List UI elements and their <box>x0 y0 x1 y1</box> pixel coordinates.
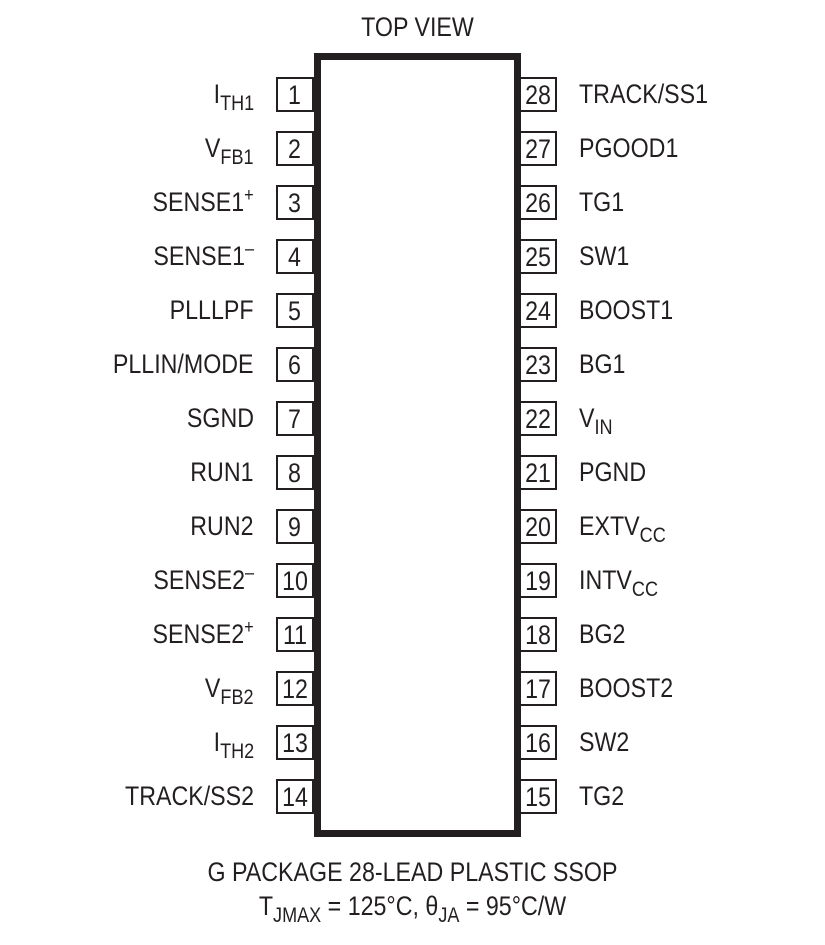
pin-number: 17 <box>525 674 551 704</box>
pin-number-box <box>276 77 314 112</box>
pin-label: BG2 <box>579 619 626 649</box>
pin-label: BOOST2 <box>579 673 674 703</box>
pin-number: 1 <box>288 80 302 110</box>
pin-number-box <box>519 401 557 436</box>
pin-number-box <box>519 509 557 544</box>
pin-number: 24 <box>525 296 551 326</box>
pin-number-box <box>276 725 314 760</box>
pin-number: 8 <box>288 458 302 488</box>
pin-number-box <box>519 455 557 490</box>
pin-label: SGND <box>186 403 254 433</box>
pin-number: 3 <box>288 188 302 218</box>
pin-label: TG1 <box>579 187 625 217</box>
pin-label: TRACK/SS1 <box>579 79 709 109</box>
pin-label: BOOST1 <box>579 295 674 325</box>
pin-number-box <box>276 131 314 166</box>
pin-label: RUN2 <box>190 511 254 541</box>
pin-label: SENSE2+ <box>152 617 254 649</box>
pin-label: RUN1 <box>190 457 254 487</box>
pin-number: 19 <box>525 566 551 596</box>
pin-number: 23 <box>525 350 551 380</box>
pin-number-box <box>276 509 314 544</box>
diagram-title: TOP VIEW <box>361 12 474 42</box>
pin-label: TG2 <box>579 781 625 811</box>
pin-number-box <box>276 185 314 220</box>
thermal-spec: $T_{JMAX} = 125^\circ C$, $\theta_{JA} = 95^\circ C/W$ <box>258 891 567 927</box>
pin-number-box <box>519 185 557 220</box>
pin-number: 7 <box>288 404 302 434</box>
pin-number-box <box>519 779 557 814</box>
pin-number: 15 <box>525 782 551 812</box>
pin-number: 20 <box>525 512 551 542</box>
pin-number-box <box>519 671 557 706</box>
pin-label: PLLLPF <box>170 295 254 325</box>
pin-number-box <box>276 617 314 652</box>
pin-label: $INTV_{CC}$ <box>579 565 658 601</box>
pin-label: PGOOD1 <box>579 133 679 163</box>
pin-number-box <box>519 347 557 382</box>
pin-number: 12 <box>282 674 308 704</box>
pin-label: SW2 <box>579 727 630 757</box>
pin-number: 26 <box>525 188 551 218</box>
package-description: G PACKAGE 28-LEAD PLASTIC SSOP <box>207 857 618 887</box>
pin-number-box <box>276 239 314 274</box>
ic-package-body <box>314 53 521 837</box>
pin-number: 16 <box>525 728 551 758</box>
pin-number-box <box>276 401 314 436</box>
pin-number-box <box>276 455 314 490</box>
pin-label: TRACK/SS2 <box>124 781 254 811</box>
pin-number: 27 <box>525 134 551 164</box>
pin-number: 22 <box>525 404 551 434</box>
pin-label: SENSE2– <box>153 563 254 595</box>
pin-label: SENSE1– <box>153 239 254 271</box>
pin-number: 5 <box>288 296 302 326</box>
pin-number-box <box>519 293 557 328</box>
pin-number-box <box>519 617 557 652</box>
pin-number: 11 <box>282 620 308 650</box>
pin-number: 9 <box>288 512 302 542</box>
pin-label: PGND <box>579 457 647 487</box>
pin-label: SENSE1+ <box>152 185 254 217</box>
pin-number-box <box>519 77 557 112</box>
pin-number: 13 <box>282 728 308 758</box>
pin-number-box <box>276 563 314 598</box>
pin-number: 18 <box>525 620 551 650</box>
pin-number: 25 <box>525 242 551 272</box>
pin-number-box <box>276 779 314 814</box>
pin-number-box <box>276 347 314 382</box>
pin-label: $I_{TH2}$ <box>213 727 254 763</box>
pin-number-box <box>276 293 314 328</box>
pin-number: 28 <box>525 80 551 110</box>
pin-label: BG1 <box>579 349 626 379</box>
pin-number: 10 <box>282 566 308 596</box>
pin-number: 14 <box>282 782 308 812</box>
pin-number-box <box>519 725 557 760</box>
pin-label: $V_{FB2}$ <box>205 673 254 709</box>
pin-number-box <box>519 131 557 166</box>
pin-label: SW1 <box>579 241 630 271</box>
pin-number: 4 <box>288 242 302 272</box>
pin-number-box <box>276 671 314 706</box>
pin-number: 21 <box>525 458 551 488</box>
pin-label: $V_{FB1}$ <box>205 133 254 169</box>
pin-number-box <box>519 239 557 274</box>
pin-label: $I_{TH1}$ <box>213 79 254 115</box>
pin-number: 6 <box>288 350 302 380</box>
pin-number-box <box>519 563 557 598</box>
pin-label: $V_{IN}$ <box>579 403 613 439</box>
pin-number: 2 <box>288 134 302 164</box>
pin-label: $EXTV_{CC}$ <box>579 511 666 547</box>
pin-label: PLLIN/MODE <box>113 349 254 379</box>
